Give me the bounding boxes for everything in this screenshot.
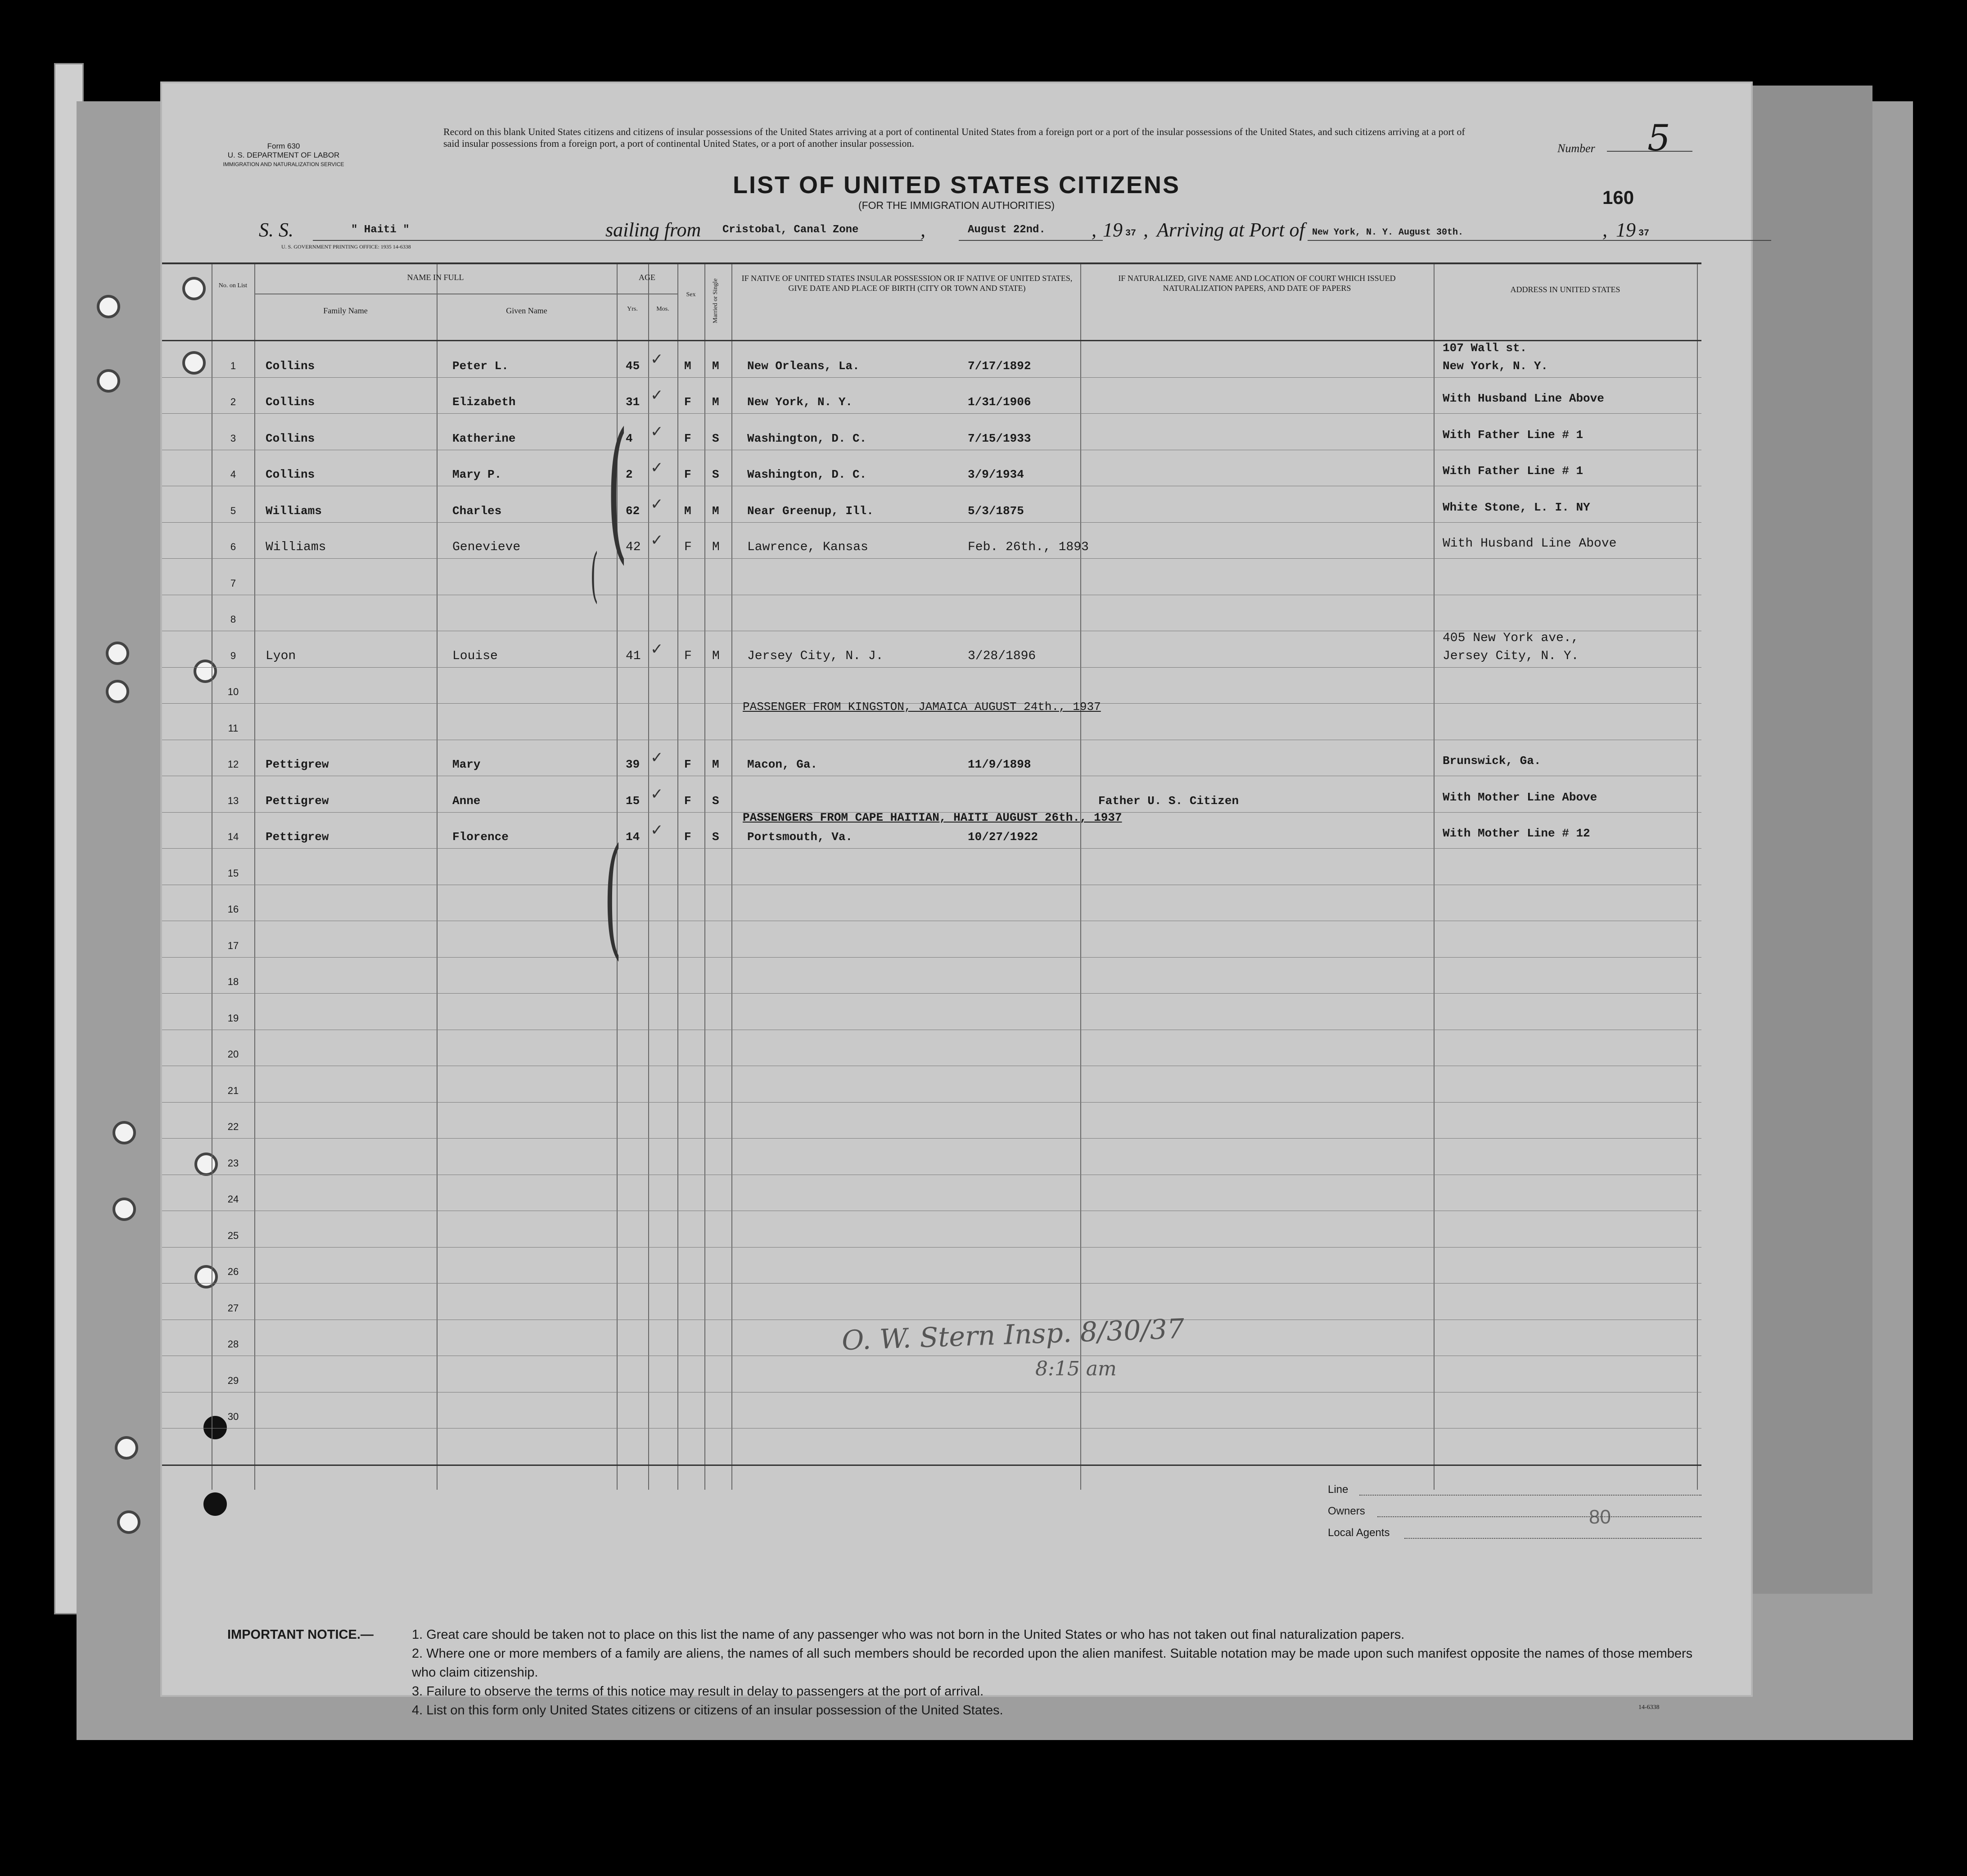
row-rule bbox=[162, 558, 1701, 559]
notice-label: IMPORTANT NOTICE.— bbox=[227, 1627, 374, 1642]
arrival-underline bbox=[1308, 240, 1771, 241]
binder-hole bbox=[113, 1198, 136, 1221]
marital-status: M bbox=[712, 395, 719, 409]
page-subtitle: (FOR THE IMMIGRATION AUTHORITIES) bbox=[858, 199, 1055, 211]
given-name: Katherine bbox=[452, 431, 516, 445]
ss-label: S. S. bbox=[259, 219, 293, 241]
row-number: 17 bbox=[227, 940, 239, 951]
birth-date: 10/27/1922 bbox=[968, 830, 1038, 844]
row-number: 30 bbox=[227, 1411, 239, 1422]
naturalization-info: Father U. S. Citizen bbox=[1098, 794, 1239, 808]
birth-place: Washington, D. C. bbox=[747, 468, 867, 481]
given-name: Anne bbox=[452, 794, 481, 808]
header-age: AGE bbox=[639, 273, 655, 282]
header-sex: Sex bbox=[686, 291, 696, 298]
row-number: 2 bbox=[230, 396, 236, 407]
sex: F bbox=[684, 794, 691, 808]
birth-date: 1/31/1906 bbox=[968, 395, 1031, 409]
birth-date: 5/3/1875 bbox=[968, 504, 1024, 518]
manifest-page bbox=[162, 83, 1751, 1718]
birth-place: Lawrence, Kansas bbox=[747, 540, 868, 554]
row-number: 6 bbox=[230, 541, 236, 552]
owners-label: Owners bbox=[1328, 1505, 1365, 1517]
row-number: 15 bbox=[227, 867, 239, 879]
col-divider bbox=[731, 264, 732, 1490]
check-mark: ✓ bbox=[650, 386, 663, 404]
arrival-port-date: New York, N. Y. August 30th. bbox=[1312, 227, 1464, 238]
age-years: 42 bbox=[626, 540, 641, 554]
col-divider bbox=[1434, 264, 1435, 1490]
marital-status: M bbox=[712, 359, 719, 373]
family-name: Pettigrew bbox=[266, 830, 329, 844]
col-divider bbox=[704, 264, 705, 1490]
line-field bbox=[1359, 1495, 1701, 1496]
number-underline bbox=[1607, 151, 1692, 152]
address: With Father Line # 1 bbox=[1443, 464, 1584, 478]
row-number: 14 bbox=[227, 831, 239, 842]
row-number: 26 bbox=[227, 1266, 239, 1277]
family-brace: ( bbox=[604, 821, 622, 972]
sailing-from: Cristobal, Canal Zone bbox=[722, 224, 859, 236]
row-number: 22 bbox=[227, 1121, 239, 1132]
notice-item: 4. List on this form only United States citizens or citizens of an insular possession of the United States. bbox=[412, 1703, 1003, 1718]
row-number: 9 bbox=[230, 650, 236, 661]
family-brace: ( bbox=[590, 541, 599, 609]
marital-status: M bbox=[712, 504, 719, 518]
row-rule bbox=[162, 848, 1701, 849]
department: U. S. DEPARTMENT OF LABOR bbox=[227, 151, 340, 159]
sex: F bbox=[684, 395, 691, 409]
comma: , bbox=[1092, 219, 1096, 241]
row-rule bbox=[162, 1247, 1701, 1248]
binder-hole bbox=[106, 642, 129, 665]
sex: F bbox=[684, 540, 692, 554]
age-years: 15 bbox=[626, 794, 640, 808]
age-years: 45 bbox=[626, 359, 640, 373]
row-number: 16 bbox=[227, 904, 239, 915]
row-number: 7 bbox=[230, 577, 236, 589]
passenger-table bbox=[162, 262, 1701, 1490]
age-years: 41 bbox=[626, 649, 641, 663]
family-name: Lyon bbox=[266, 649, 296, 663]
check-mark: ✓ bbox=[650, 350, 663, 368]
col-divider bbox=[1080, 264, 1081, 1490]
age-years: 62 bbox=[626, 504, 640, 518]
row-number: 18 bbox=[227, 976, 239, 987]
family-name: Collins bbox=[266, 395, 315, 409]
binder-hole bbox=[97, 295, 120, 318]
address: With Husband Line Above bbox=[1443, 537, 1617, 551]
stamp-number: 80 bbox=[1589, 1506, 1611, 1528]
agents-field bbox=[1404, 1538, 1701, 1539]
marital-status: M bbox=[712, 758, 719, 771]
marital-status: S bbox=[712, 431, 719, 445]
row-number: 19 bbox=[227, 1012, 239, 1024]
family-brace: ( bbox=[607, 400, 628, 579]
row-number: 28 bbox=[227, 1338, 239, 1350]
marital-status: M bbox=[712, 540, 720, 554]
row-number: 13 bbox=[227, 795, 239, 806]
row-number: 11 bbox=[228, 722, 239, 734]
binder-hole bbox=[117, 1510, 140, 1534]
row-number: 4 bbox=[230, 469, 236, 480]
family-name: Pettigrew bbox=[266, 758, 329, 771]
given-name: Florence bbox=[452, 830, 509, 844]
address: With Husband Line Above bbox=[1443, 392, 1604, 405]
sex: F bbox=[684, 649, 692, 663]
inspector-signature: O. W. Stern Insp. 8/30/37 bbox=[841, 1313, 1185, 1357]
number-label: Number bbox=[1557, 142, 1595, 155]
binder-hole bbox=[106, 680, 129, 703]
birth-date: 7/15/1933 bbox=[968, 431, 1031, 445]
row-number: 20 bbox=[227, 1049, 239, 1060]
sex: F bbox=[684, 468, 691, 481]
agents-label: Local Agents bbox=[1328, 1527, 1390, 1539]
form-number: Form 630 bbox=[267, 142, 300, 150]
sex: M bbox=[684, 359, 691, 373]
table-bottom-rule bbox=[162, 1465, 1701, 1466]
birth-place: Jersey City, N. J. bbox=[747, 649, 884, 663]
notice-item: 1. Great care should be taken not to place on this list the name of any passenger who was not born in the United States or who has not taken out final naturalization papers. bbox=[412, 1627, 1405, 1642]
binder-hole bbox=[115, 1436, 138, 1460]
row-number: 25 bbox=[227, 1230, 239, 1241]
form-code: 14-6338 bbox=[1638, 1704, 1660, 1711]
family-name: Collins bbox=[266, 431, 315, 445]
binder-hole bbox=[113, 1121, 136, 1144]
header-mos: Mos. bbox=[656, 306, 669, 312]
row-number: 29 bbox=[227, 1374, 239, 1386]
row-number: 23 bbox=[227, 1157, 239, 1169]
birth-date: 3/9/1934 bbox=[968, 468, 1024, 481]
row-number: 12 bbox=[227, 759, 239, 770]
header-address: ADDRESS IN UNITED STATES bbox=[1510, 285, 1620, 294]
header-yrs: Yrs. bbox=[627, 306, 638, 312]
notice-item: 2. Where one or more members of a family are aliens, the names of all such members should be recorded upon the alien manifest. Suitable notation may be made upon such manifest opposite the names of those members who claim citizenship. bbox=[412, 1646, 1693, 1680]
row-number: 10 bbox=[227, 686, 239, 697]
family-name: Williams bbox=[266, 504, 322, 518]
section-cape-haitian: PASSENGERS FROM CAPE HAITIAN, HAITI AUGUST 26th., 1937 bbox=[743, 811, 1122, 824]
notice-items bbox=[412, 1625, 1717, 1720]
record-note: Record on this blank United States citizens and citizens of insular possessions of the United States arriving at a port of continental United States from a foreign port or a port of the insular possessions of the United States, and such citizens arriving at a port of said insular possessions from a foreign port, a port of continental United States, or a port of another insular possession. bbox=[443, 126, 1465, 149]
address-line-2: New York, N. Y. bbox=[1443, 359, 1548, 373]
birth-place: Near Greenup, Ill. bbox=[747, 504, 874, 518]
header-no-on-list: No. on List bbox=[218, 282, 248, 289]
header-naturalized: IF NATURALIZED, GIVE NAME AND LOCATION OF COURT WHICH ISSUED NATURALIZATION PAPERS, AND DATE OF PAPERS bbox=[1118, 274, 1396, 293]
section-kingston: PASSENGER FROM KINGSTON, JAMAICA AUGUST 24th., 1937 bbox=[743, 700, 1101, 714]
sailing-underline bbox=[716, 240, 923, 241]
given-name: Peter L. bbox=[452, 359, 509, 373]
family-name: Collins bbox=[266, 359, 315, 373]
marital-status: S bbox=[712, 830, 719, 844]
inspection-time: 8:15 am bbox=[1035, 1357, 1117, 1380]
age-years: 31 bbox=[626, 395, 640, 409]
family-name: Collins bbox=[266, 468, 315, 481]
header-native: IF NATIVE OF UNITED STATES INSULAR POSSESSION OR IF NATIVE OF UNITED STATES, GIVE DATE AND PLACE OF BIRTH (CITY OR TOWN AND STATE) bbox=[741, 274, 1073, 293]
check-mark: ✓ bbox=[650, 422, 663, 441]
form-identifier bbox=[203, 142, 365, 169]
sex: F bbox=[684, 431, 691, 445]
given-name: Mary P. bbox=[452, 468, 502, 481]
comma: , bbox=[1143, 219, 1148, 241]
birth-place: Washington, D. C. bbox=[747, 431, 867, 445]
line-label: Line bbox=[1328, 1483, 1349, 1496]
col-divider bbox=[677, 264, 678, 1490]
year-prefix: 19 bbox=[1103, 219, 1123, 241]
check-mark: ✓ bbox=[650, 459, 663, 477]
row-number: 5 bbox=[230, 505, 236, 516]
check-mark: ✓ bbox=[650, 785, 663, 803]
header-married-or-single: Married or Single bbox=[712, 278, 719, 323]
birth-date: 11/9/1898 bbox=[968, 758, 1031, 771]
given-name: Mary bbox=[452, 758, 481, 771]
address: 107 Wall st. bbox=[1443, 341, 1527, 355]
row-number: 21 bbox=[227, 1085, 239, 1096]
marital-status: S bbox=[712, 794, 719, 808]
row-number: 8 bbox=[230, 614, 236, 625]
sailing-from-label: sailing from bbox=[605, 219, 701, 241]
sex: F bbox=[684, 830, 691, 844]
row-rule bbox=[162, 1138, 1701, 1139]
ship-name: " Haiti " bbox=[351, 224, 410, 236]
check-mark: ✓ bbox=[650, 531, 663, 549]
check-mark: ✓ bbox=[650, 749, 663, 767]
row-rule bbox=[162, 1283, 1701, 1284]
owners-field bbox=[1377, 1516, 1701, 1517]
sex: M bbox=[684, 504, 691, 518]
punch-hole bbox=[203, 1492, 227, 1516]
address: White Stone, L. I. NY bbox=[1443, 500, 1590, 514]
age-years: 2 bbox=[626, 468, 633, 481]
birth-place: New Orleans, La. bbox=[747, 359, 860, 373]
family-name: Pettigrew bbox=[266, 794, 329, 808]
header-given-name: Given Name bbox=[506, 306, 547, 315]
arrival-year: 37 bbox=[1638, 228, 1650, 239]
age-years: 14 bbox=[626, 830, 640, 844]
service: IMMIGRATION AND NATURALIZATION SERVICE bbox=[223, 161, 344, 167]
row-rule bbox=[162, 413, 1701, 414]
address: 405 New York ave., bbox=[1443, 631, 1579, 645]
address: With Mother Line # 12 bbox=[1443, 827, 1590, 840]
birth-date: Feb. 26th., 1893 bbox=[968, 540, 1089, 554]
col-divider bbox=[648, 264, 649, 1490]
row-number: 1 bbox=[230, 360, 236, 371]
check-mark: ✓ bbox=[650, 640, 663, 658]
page-title: LIST OF UNITED STATES CITIZENS bbox=[733, 172, 1180, 199]
age-years: 4 bbox=[626, 431, 633, 445]
row-rule bbox=[162, 377, 1701, 378]
birth-place: Macon, Ga. bbox=[747, 758, 818, 771]
number-value: 5 bbox=[1647, 117, 1670, 159]
sex: F bbox=[684, 758, 691, 771]
depart-date: August 22nd. bbox=[968, 224, 1046, 236]
given-name: Elizabeth bbox=[452, 395, 516, 409]
given-name: Louise bbox=[452, 649, 498, 663]
marital-status: M bbox=[712, 649, 720, 663]
check-mark: ✓ bbox=[650, 495, 663, 513]
family-name: Williams bbox=[266, 540, 326, 554]
address: With Mother Line Above bbox=[1443, 790, 1597, 804]
row-rule bbox=[162, 993, 1701, 994]
arriving-label: Arriving at Port of bbox=[1157, 219, 1305, 241]
col-divider bbox=[437, 264, 438, 1490]
printer-note: U. S. GOVERNMENT PRINTING OFFICE: 1935 14-6338 bbox=[281, 244, 411, 250]
col-divider bbox=[254, 264, 255, 1490]
row-rule bbox=[162, 522, 1701, 523]
comma: , bbox=[920, 219, 925, 241]
depart-year: 37 bbox=[1125, 228, 1137, 239]
address: With Father Line # 1 bbox=[1443, 428, 1584, 442]
given-name: Genevieve bbox=[452, 540, 521, 554]
birth-date: 3/28/1896 bbox=[968, 649, 1036, 663]
binder-hole bbox=[97, 369, 120, 393]
birth-date: 7/17/1892 bbox=[968, 359, 1031, 373]
header-name-in-full: NAME IN FULL bbox=[407, 273, 464, 282]
row-number: 27 bbox=[227, 1302, 239, 1314]
given-name: Charles bbox=[452, 504, 502, 518]
row-rule bbox=[162, 1102, 1701, 1103]
row-number: 3 bbox=[230, 432, 236, 444]
page-number: 160 bbox=[1602, 187, 1634, 208]
notice-item: 3. Failure to observe the terms of this notice may result in delay to passengers at the port of arrival. bbox=[412, 1684, 984, 1699]
row-rule bbox=[162, 667, 1701, 668]
check-mark: ✓ bbox=[650, 821, 663, 839]
address-line-2: Jersey City, N. Y. bbox=[1443, 649, 1579, 663]
depart-underline bbox=[959, 240, 1103, 241]
row-rule bbox=[162, 957, 1701, 958]
comma: , bbox=[1602, 219, 1607, 241]
row-number: 24 bbox=[227, 1193, 239, 1205]
age-years: 39 bbox=[626, 758, 640, 771]
marital-status: S bbox=[712, 468, 719, 481]
header-family-name: Family Name bbox=[323, 306, 368, 315]
birth-place: New York, N. Y. bbox=[747, 395, 853, 409]
birth-place: Portsmouth, Va. bbox=[747, 830, 853, 844]
year-prefix-2: 19 bbox=[1616, 219, 1636, 241]
col-divider bbox=[1697, 264, 1698, 1490]
address: Brunswick, Ga. bbox=[1443, 754, 1541, 768]
